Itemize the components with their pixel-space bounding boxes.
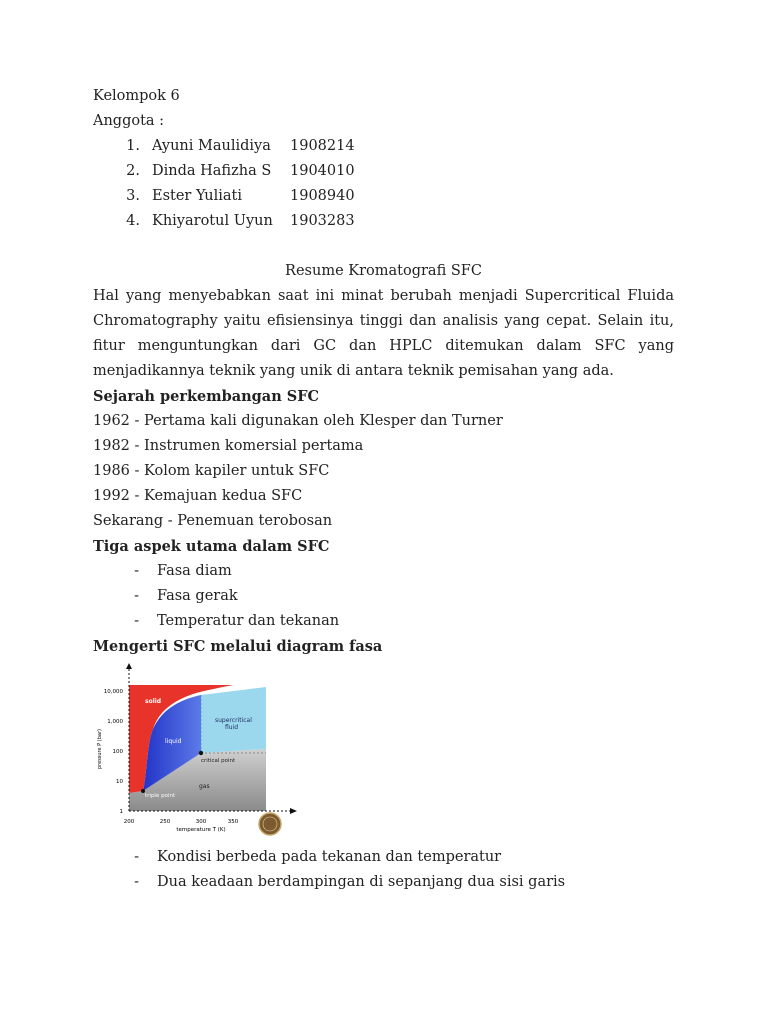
aspect-item — [93, 609, 674, 634]
seal-logo-icon — [259, 813, 281, 835]
member-row — [93, 134, 674, 159]
aspects-heading: Tiga aspek utama dalam SFC — [93, 538, 330, 555]
y-tick-label: 100 — [112, 749, 123, 755]
member-id: 1903283 — [290, 213, 355, 229]
intro-paragraph: Hal yang menyebabkan saat ini minat berubah menjadi Supercritical Fluida Chromatography yaitu efisiensinya tinggi dan analisis yang cepat. Selain itu, fitur menguntungkan dari GC dan HPLC ditemukan dalam SFC yang menjadikannya teknik yang unik di antara teknik pemisahan yang ada. — [93, 288, 674, 379]
liquid-label: liquid — [165, 738, 182, 745]
phase-diagram — [93, 663, 298, 843]
member-name: Dinda Hafizha S — [152, 163, 272, 179]
member-number: 3. — [126, 188, 140, 204]
history-item: 1982 - Instrumen komersial pertama — [93, 438, 364, 454]
y-tick-label: 10,000 — [103, 689, 123, 695]
note-item — [93, 845, 674, 870]
member-id: 1904010 — [290, 163, 355, 179]
member-row — [93, 184, 674, 209]
y-axis-label: pressure P (bar) — [97, 729, 103, 769]
gas-label: gas — [199, 783, 210, 790]
note-text: Dua keadaan berdampingan di sepanjang dua sisi garis — [157, 874, 566, 890]
note-text: Kondisi berbeda pada tekanan dan temperatur — [157, 849, 502, 865]
x-tick-label: 250 — [159, 819, 171, 825]
member-id: 1908214 — [290, 138, 355, 154]
bullet-dash: - — [134, 588, 139, 604]
history-item: 1986 - Kolom kapiler untuk SFC — [93, 463, 330, 479]
diagram-heading: Mengerti SFC melalui diagram fasa — [93, 638, 383, 655]
solid-label: solid — [145, 698, 162, 705]
member-name: Ayuni Maulidiya — [152, 138, 271, 154]
phase-diagram-figure — [93, 663, 298, 843]
member-row — [93, 159, 674, 184]
group-name: Kelompok 6 — [93, 88, 180, 104]
y-axis-arrow — [126, 663, 132, 669]
history-item: Sekarang - Penemuan terobosan — [93, 513, 333, 529]
critical-point-label: critical point — [201, 758, 236, 764]
critical-point-marker — [199, 751, 203, 755]
y-tick-label: 1 — [119, 809, 123, 815]
document-title: Resume Kromatografi SFC — [285, 263, 482, 279]
spacer — [93, 234, 674, 259]
supercritical-label-1: supercritical — [215, 717, 252, 724]
aspect-item — [93, 584, 674, 609]
note-item — [93, 870, 674, 895]
triple-point-label: triple point — [145, 793, 176, 799]
history-item: 1992 - Kemajuan kedua SFC — [93, 488, 303, 504]
member-number: 2. — [126, 163, 140, 179]
aspect-text: Fasa gerak — [157, 588, 238, 604]
x-axis-label: temperature T (K) — [176, 827, 226, 833]
member-id: 1908940 — [290, 188, 355, 204]
members-label: Anggota : — [93, 113, 165, 129]
member-number: 1. — [126, 138, 140, 154]
x-axis-arrow — [290, 808, 297, 814]
y-tick-label: 1,000 — [107, 719, 123, 725]
bullet-dash: - — [134, 874, 139, 890]
bullet-dash: - — [134, 563, 139, 579]
y-tick-label: 10 — [116, 779, 123, 785]
history-item: 1962 - Pertama kali digunakan oleh Klesper dan Turner — [93, 413, 503, 429]
bullet-dash: - — [134, 613, 139, 629]
x-tick-label: 300 — [195, 819, 207, 825]
member-name: Ester Yuliati — [152, 188, 243, 204]
aspect-text: Temperatur dan tekanan — [157, 613, 340, 629]
aspect-item — [93, 559, 674, 584]
history-heading: Sejarah perkembangan SFC — [93, 388, 320, 405]
x-tick-label: 350 — [227, 819, 239, 825]
member-number: 4. — [126, 213, 140, 229]
aspect-text: Fasa diam — [157, 563, 232, 579]
bullet-dash: - — [134, 849, 139, 865]
member-name: Khiyarotul Uyun — [152, 213, 273, 229]
supercritical-label-2: fluid — [225, 724, 239, 731]
document-page — [93, 84, 674, 895]
x-tick-label: 200 — [123, 819, 135, 825]
member-row — [93, 209, 674, 234]
